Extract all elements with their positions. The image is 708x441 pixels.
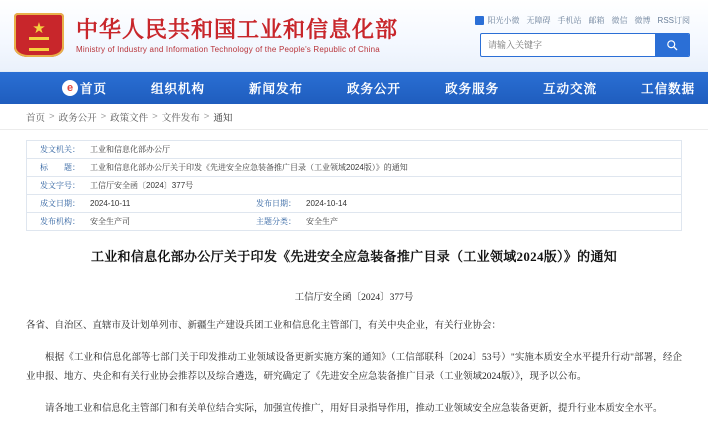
top-link-2[interactable] xyxy=(558,15,582,26)
nav-item-6[interactable]: 工信数据 xyxy=(641,82,696,96)
document-paragraph-2: 请各地工业和信息化主管部门和有关单位结合实际，加强宣传推广，用好目录指导作用，推动工业领域安全应急装备更新，提升行业本质安全水平。 xyxy=(45,404,663,415)
meta-row-0 xyxy=(27,141,681,159)
document-title: 工业和信息化部办公厅关于印发《先进安全应急装备推广目录（工业领域2024版）》的通知 xyxy=(90,249,618,264)
meta-value-docnumber: 工信厅安全函〔2024〕377号 xyxy=(90,181,194,190)
document-paragraph-0: 各省、自治区、直辖市及计划单列市、新疆生产建设兵团工业和信息化主管部门，有关中央企业，有关行业协会： xyxy=(26,320,502,331)
top-link-2-label: 手机站 xyxy=(557,15,582,25)
meta-value-published-date: 2024-10-14 xyxy=(306,199,347,208)
top-link-3-label: 邮箱 xyxy=(588,15,605,25)
meta-label-category: 主题分类： xyxy=(256,217,296,226)
meta-value-category: 安全生产 xyxy=(306,217,338,226)
document-meta-table xyxy=(26,140,682,231)
breadcrumb-sep-2: > xyxy=(152,111,158,122)
meta-label-published-date: 发布日期： xyxy=(256,199,296,208)
document-body xyxy=(0,231,708,419)
meta-row-1 xyxy=(27,159,681,177)
search-input[interactable] xyxy=(481,34,655,56)
home-icon[interactable]: e xyxy=(62,80,78,96)
top-link-6[interactable] xyxy=(658,15,690,26)
breadcrumb-item-2[interactable]: 政策文件 xyxy=(110,112,149,124)
search-button[interactable] xyxy=(655,34,689,56)
breadcrumb-item-0[interactable]: 首页 xyxy=(26,112,46,124)
meta-label-publisher: 发布机构： xyxy=(40,217,80,226)
meta-value-issuer: 工业和信息化部办公厅 xyxy=(90,145,170,154)
meta-label-docnumber: 发文字号： xyxy=(40,181,80,190)
nav-item-3[interactable]: 政务公开 xyxy=(347,82,402,96)
meta-value-publisher: 安全生产司 xyxy=(90,217,130,226)
breadcrumb xyxy=(0,104,708,130)
breadcrumb-sep-3: > xyxy=(203,111,210,122)
top-link-6-label: RSS订阅 xyxy=(657,15,690,25)
search-box[interactable] xyxy=(480,33,690,57)
meta-row-3 xyxy=(27,195,681,213)
breadcrumb-item-3[interactable]: 文件发布 xyxy=(161,112,200,124)
nav-item-0[interactable]: 首页 xyxy=(80,82,108,96)
top-link-5[interactable] xyxy=(635,15,651,26)
top-link-5-label: 微博 xyxy=(634,15,651,25)
top-link-1-label: 无障碍 xyxy=(526,15,551,25)
sun-icon xyxy=(475,16,484,25)
nav-item-5[interactable]: 互动交流 xyxy=(543,82,598,96)
breadcrumb-item-1[interactable]: 政务公开 xyxy=(58,112,97,124)
meta-label-completed-date: 成文日期： xyxy=(40,199,80,208)
header-right xyxy=(475,15,694,57)
meta-label-issuer: 发文机关： xyxy=(40,145,80,154)
site-title-block xyxy=(76,17,398,54)
breadcrumb-item-4: 通知 xyxy=(213,112,233,124)
top-link-0[interactable] xyxy=(475,15,520,26)
top-link-0-label: 阳光小微 xyxy=(487,15,520,25)
national-emblem-icon: ★ xyxy=(14,13,66,59)
nav-item-1[interactable]: 组织机构 xyxy=(151,82,206,96)
nav-item-4[interactable]: 政务服务 xyxy=(445,82,500,96)
meta-row-4 xyxy=(27,213,681,231)
site-title-en: Ministry of Industry and Information Technology of the People's Republic of China xyxy=(76,45,380,55)
top-link-4-label: 微信 xyxy=(611,15,628,25)
document-paragraph-1: 根据《工业和信息化部等七部门关于印发推动工业领域设备更新实施方案的通知》（工信部联科〔2024〕53号）"实施本质安全水平提升行动"部署，经企业申报、地方、央企和有关行业协会推荐以及综合遴选，研究确定了《先进安全应急装备推广目录（工业领域2024版）》，现予以公布。 xyxy=(26,353,682,382)
top-link-1[interactable] xyxy=(527,15,551,26)
top-links xyxy=(475,15,690,26)
document-number: 工信厅安全函〔2024〕377号 xyxy=(294,292,414,303)
main-nav xyxy=(0,72,708,104)
meta-value-completed-date: 2024-10-11 xyxy=(90,199,131,208)
site-title-cn: 中华人民共和国工业和信息化部 xyxy=(76,16,399,42)
breadcrumb-sep-0: > xyxy=(49,111,55,122)
site-header xyxy=(0,0,708,72)
nav-item-2[interactable]: 新闻发布 xyxy=(249,82,304,96)
top-link-4[interactable] xyxy=(612,15,628,26)
meta-row-2 xyxy=(27,177,681,195)
top-link-3[interactable] xyxy=(589,15,605,26)
search-icon xyxy=(666,39,678,51)
breadcrumb-sep-1: > xyxy=(100,111,107,122)
meta-value-title: 工业和信息化部办公厅关于印发《先进安全应急装备推广目录（工业领域2024版）》的通知 xyxy=(90,163,408,172)
meta-label-title: 标 题： xyxy=(40,163,80,172)
